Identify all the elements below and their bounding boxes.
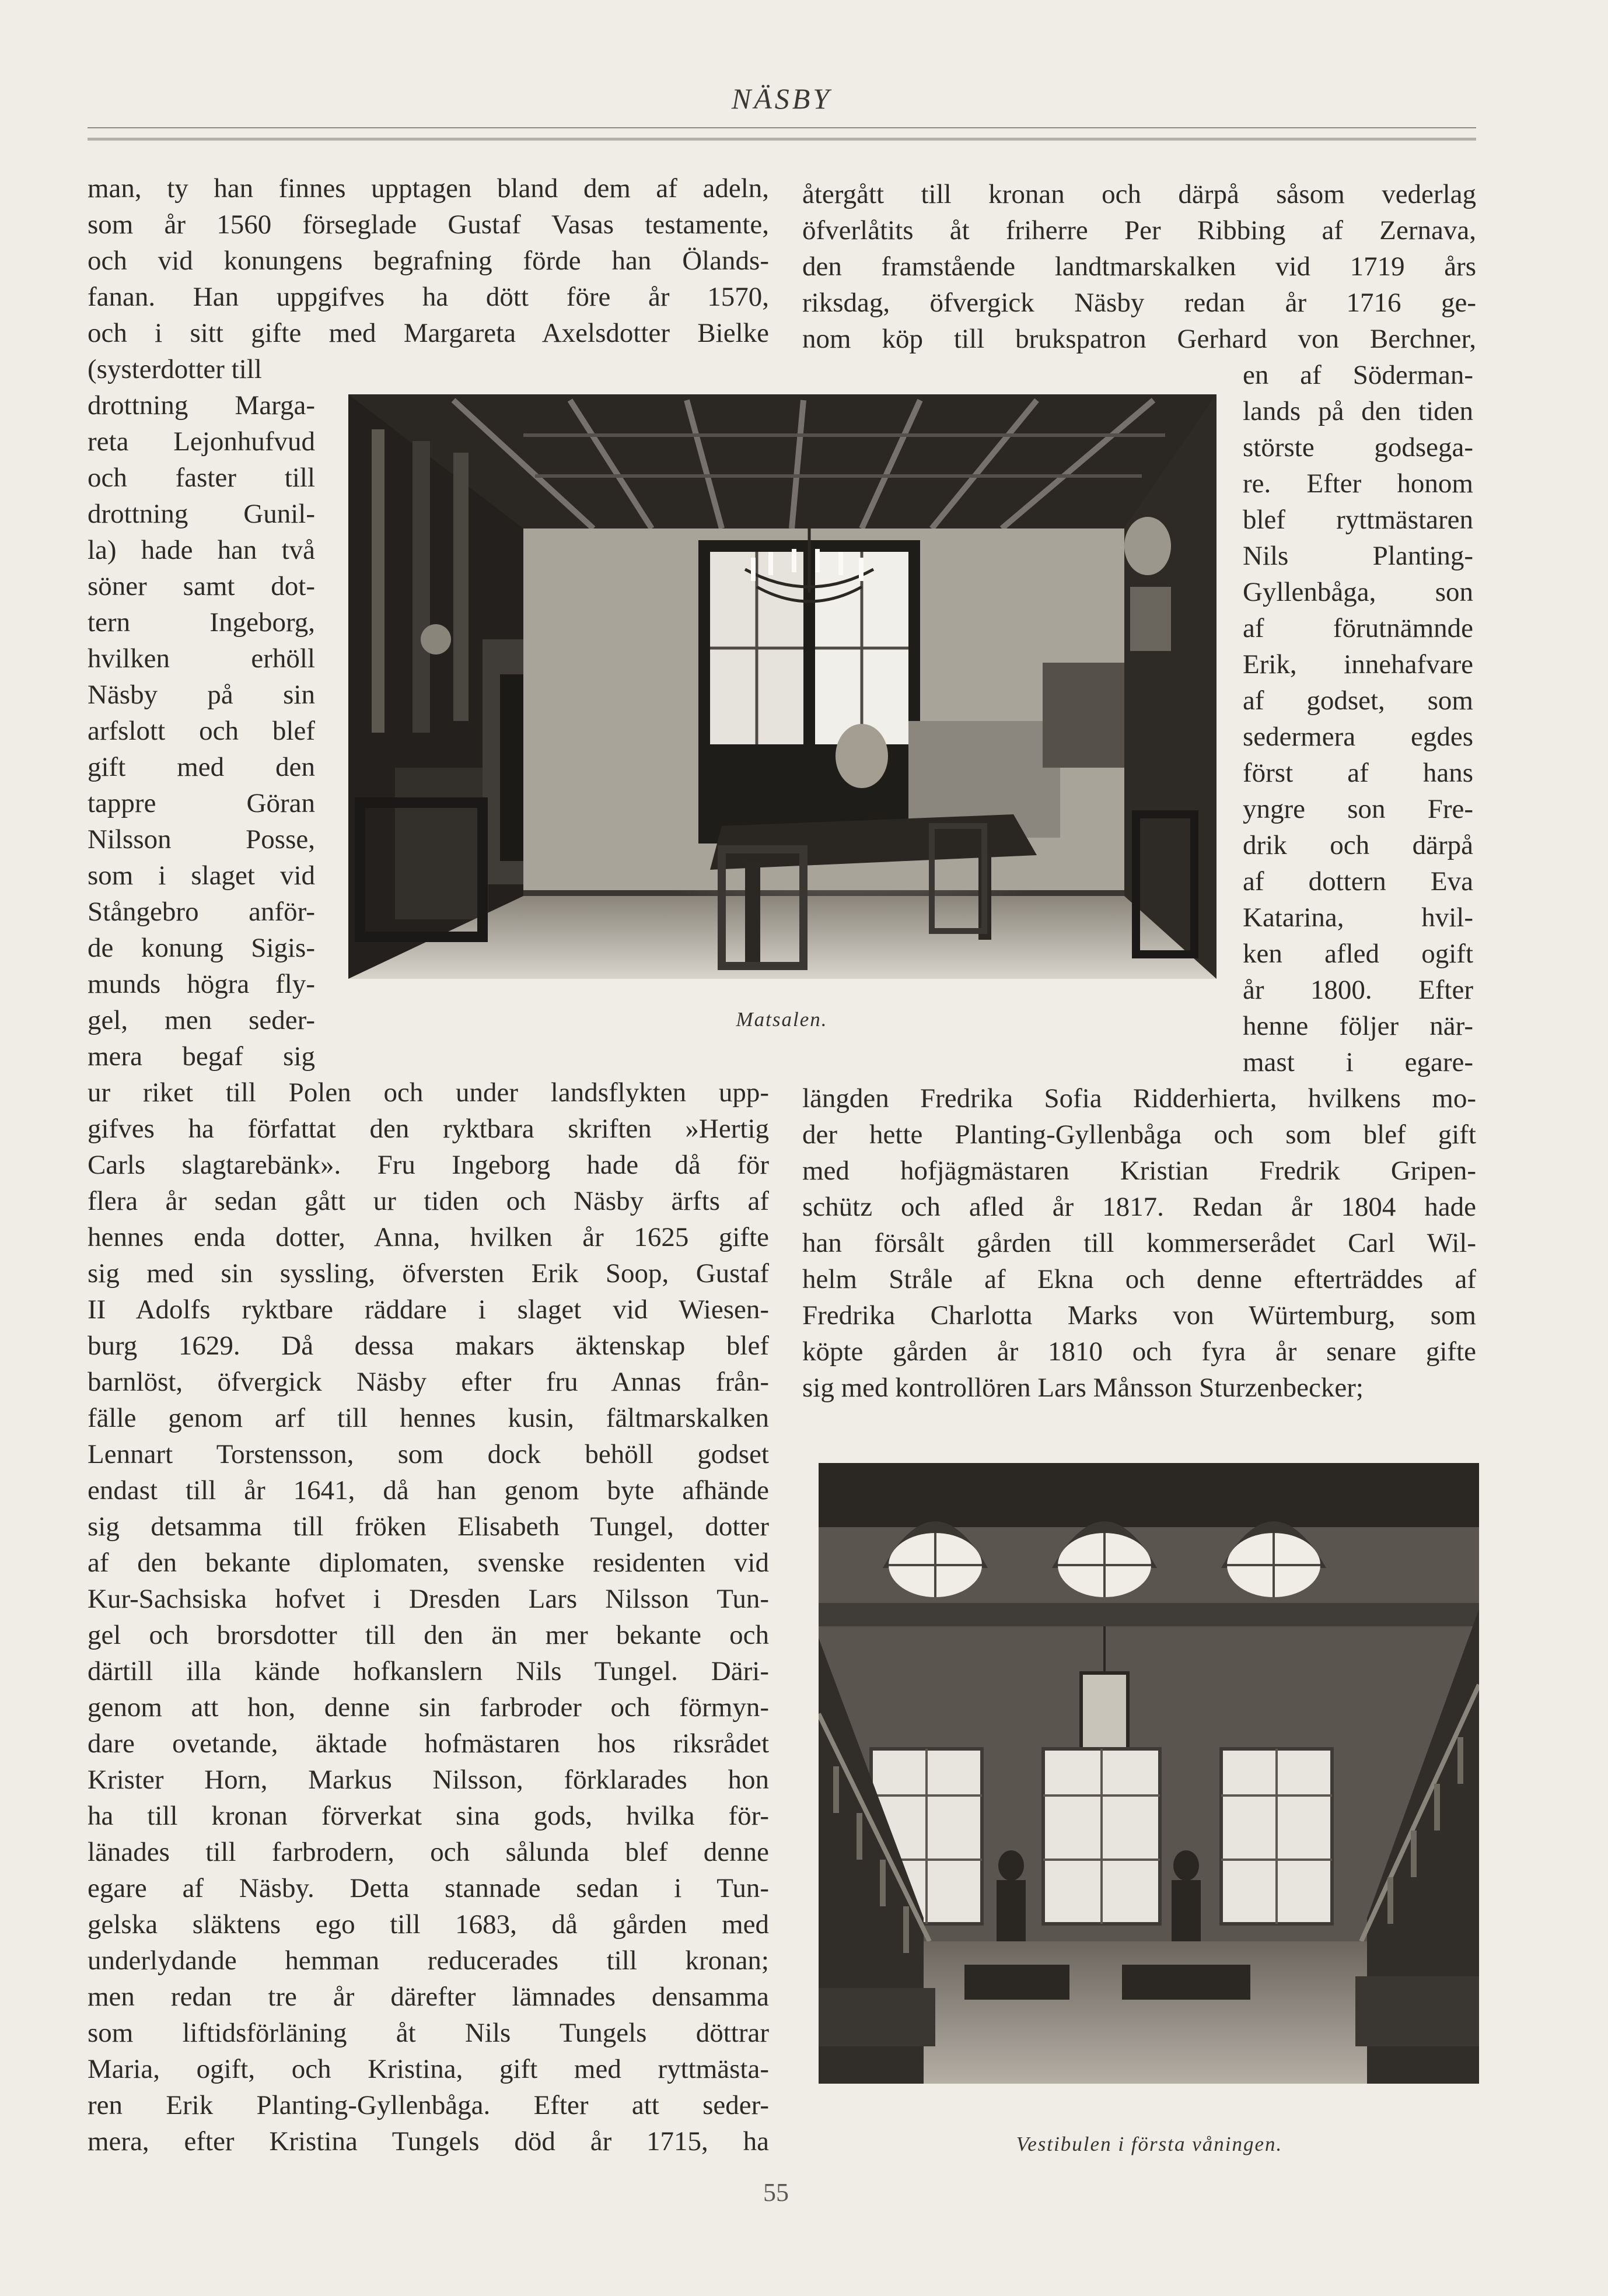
dining-hall-caption: Matsalen. [736,1008,828,1031]
text-line: flera år sedan gått ur tiden och Näsby ärfts af [88,1186,769,1216]
text-line: och faster till [88,463,315,493]
text-line: mast i egare- [1243,1047,1473,1077]
text-line: med hofjägmästaren Kristian Fredrik Gripen- [802,1156,1476,1186]
text-line: riksdag, öfvergick Näsby redan år 1716 ge- [802,288,1476,318]
text-line: och i sitt gifte med Margareta Axelsdotter Bielke [88,318,769,348]
text-line: nom köp till brukspatron Gerhard von Berchner, [802,324,1476,354]
text-line: som år 1560 förseglade Gustaf Vasas testamente, [88,209,769,240]
text-line: hvilken erhöll [88,643,315,674]
dining-hall-photo [348,394,1217,979]
text-line: helm Stråle af Ekna och denne efterträddes af [802,1264,1476,1294]
text-line: mera begaf sig [88,1041,315,1072]
vestibule-caption: Vestibulen i första våningen. [1016,2133,1283,2155]
text-line: de konung Sigis- [88,933,315,963]
text-line: söner samt dot- [88,571,315,601]
text-line: men redan tre år därefter lämnades densamma [88,1982,769,2012]
text-line: munds högra fly- [88,969,315,999]
text-line: lands på den tiden [1243,396,1473,426]
text-line: Nils Planting- [1243,541,1473,571]
text-line: gelska släktens ego till 1683, då gården med [88,1909,769,1940]
text-line: gel och brorsdotter till den än mer bekante och [88,1620,769,1650]
text-line: en af Söderman- [1243,360,1473,390]
text-line: tappre Göran [88,788,315,818]
text-line: drottning Gunil- [88,499,315,529]
text-line: af förutnämnde [1243,613,1473,643]
text-line: endast till år 1641, då han genom byte afhände [88,1475,769,1506]
text-line: Erik, innehafvare [1243,649,1473,680]
text-line: fanan. Han uppgifves ha dött före år 1570, [88,282,769,312]
text-line: yngre son Fre- [1243,794,1473,824]
text-line: henne följer när- [1243,1011,1473,1041]
text-line: sig detsamma till fröken Elisabeth Tungel, dotter [88,1511,769,1542]
text-line: (systerdotter till [88,354,262,384]
text-line: af godset, som [1243,685,1473,716]
text-line: Gyllenbåga, son [1243,577,1473,607]
text-line: Nilsson Posse, [88,824,315,855]
text-line: återgått till kronan och därpå såsom vederlag [802,179,1476,209]
text-line: sig med sin syssling, öfversten Erik Soop, Gustaf [88,1258,769,1289]
text-line: öfverlåtits åt friherre Per Ribbing af Zernava, [802,215,1476,246]
text-line: re. Efter honom [1243,468,1473,499]
text-line: gel, men seder- [88,1005,315,1035]
header-rule-double [88,138,1476,141]
text-line: II Adolfs ryktbare räddare i slaget vid Wiesen- [88,1294,769,1325]
text-line: Katarina, hvil- [1243,902,1473,933]
text-line: underlydande hemman reducerades till kronan; [88,1945,769,1976]
text-line: gifves ha författat den ryktbara skriften »Hertig [88,1114,769,1144]
text-line: år 1800. Efter [1243,975,1473,1005]
text-line: drottning Marga- [88,390,315,421]
text-line: Maria, ogift, och Kristina, gift med ryttmästa- [88,2054,769,2084]
text-line: tern Ingeborg, [88,607,315,638]
text-line: la) hade han två [88,535,315,565]
text-line: genom att hon, denne sin farbroder och förmyn- [88,1692,769,1723]
text-line: ren Erik Planting-Gyllenbåga. Efter att seder- [88,2090,769,2120]
text-line: burg 1629. Då dessa makars äktenskap blef [88,1331,769,1361]
text-line: egare af Näsby. Detta stannade sedan i Tun- [88,1873,769,1903]
text-line: Näsby på sin [88,680,315,710]
text-line: fälle genom arf till hennes kusin, fältmarskalken [88,1403,769,1433]
text-line: dare ovetande, äktade hofmästaren hos riksrådet [88,1728,769,1759]
text-line: och vid konungens begrafning förde han Ölands- [88,246,769,276]
text-line: Krister Horn, Markus Nilsson, förklarades hon [88,1765,769,1795]
text-line: han försålt gården till kommerserådet Carl Wil- [802,1228,1476,1258]
text-line: ur riket till Polen och under landsflykten upp- [88,1077,769,1108]
text-line: drik och därpå [1243,830,1473,860]
text-line: man, ty han finnes upptagen bland dem af adeln, [88,173,769,204]
text-line: ha till kronan förverkat sina gods, hvilka för- [88,1801,769,1831]
vestibule-photo [819,1463,1479,2084]
text-line: därtill illa kände hofkanslern Nils Tungel. Däri- [88,1656,769,1686]
text-line: af den bekante diplomaten, svenske residenten vid [88,1548,769,1578]
text-line: arfslott och blef [88,716,315,746]
text-line: blef ryttmästaren [1243,505,1473,535]
text-line: af dottern Eva [1243,866,1473,897]
text-line: hennes enda dotter, Anna, hvilken år 1625 gifte [88,1222,769,1252]
text-line: störste godsega- [1243,432,1473,463]
text-line: Kur-Sachsiska hofvet i Dresden Lars Nilsson Tun- [88,1584,769,1614]
text-line: schütz och afled år 1817. Redan år 1804 hade [802,1192,1476,1222]
text-line: länades till farbrodern, och sålunda blef denne [88,1837,769,1867]
text-line: der hette Planting-Gyllenbåga och som blef gift [802,1119,1476,1150]
text-line: som liftidsförläning åt Nils Tungels döttrar [88,2018,769,2048]
text-line: mera, efter Kristina Tungels död år 1715, ha [88,2126,769,2157]
running-header: NÄSBY [731,82,833,115]
text-line: Carls slagtarebänk». Fru Ingeborg hade då för [88,1150,769,1180]
header-rule [88,127,1476,128]
text-line: gift med den [88,752,315,782]
text-line: sig med kontrollören Lars Månsson Sturzenbecker; [802,1373,1364,1403]
text-line: sedermera egdes [1243,722,1473,752]
text-line: Lennart Torstensson, som dock behöll godset [88,1439,769,1469]
text-line: längden Fredrika Sofia Ridderhierta, hvilkens mo- [802,1083,1476,1114]
text-line: som i slaget vid [88,860,315,891]
text-line: ken afled ogift [1243,939,1473,969]
text-line: först af hans [1243,758,1473,788]
text-line: barnlöst, öfvergick Näsby efter fru Annas från- [88,1367,769,1397]
text-line: köpte gården år 1810 och fyra år senare gifte [802,1336,1476,1367]
text-line: reta Lejonhufvud [88,426,315,457]
text-line: den framstående landtmarskalken vid 1719 års [802,251,1476,282]
page-number: 55 [763,2178,789,2207]
text-line: Fredrika Charlotta Marks von Würtemburg, som [802,1300,1476,1331]
text-line: Stångebro anför- [88,897,315,927]
